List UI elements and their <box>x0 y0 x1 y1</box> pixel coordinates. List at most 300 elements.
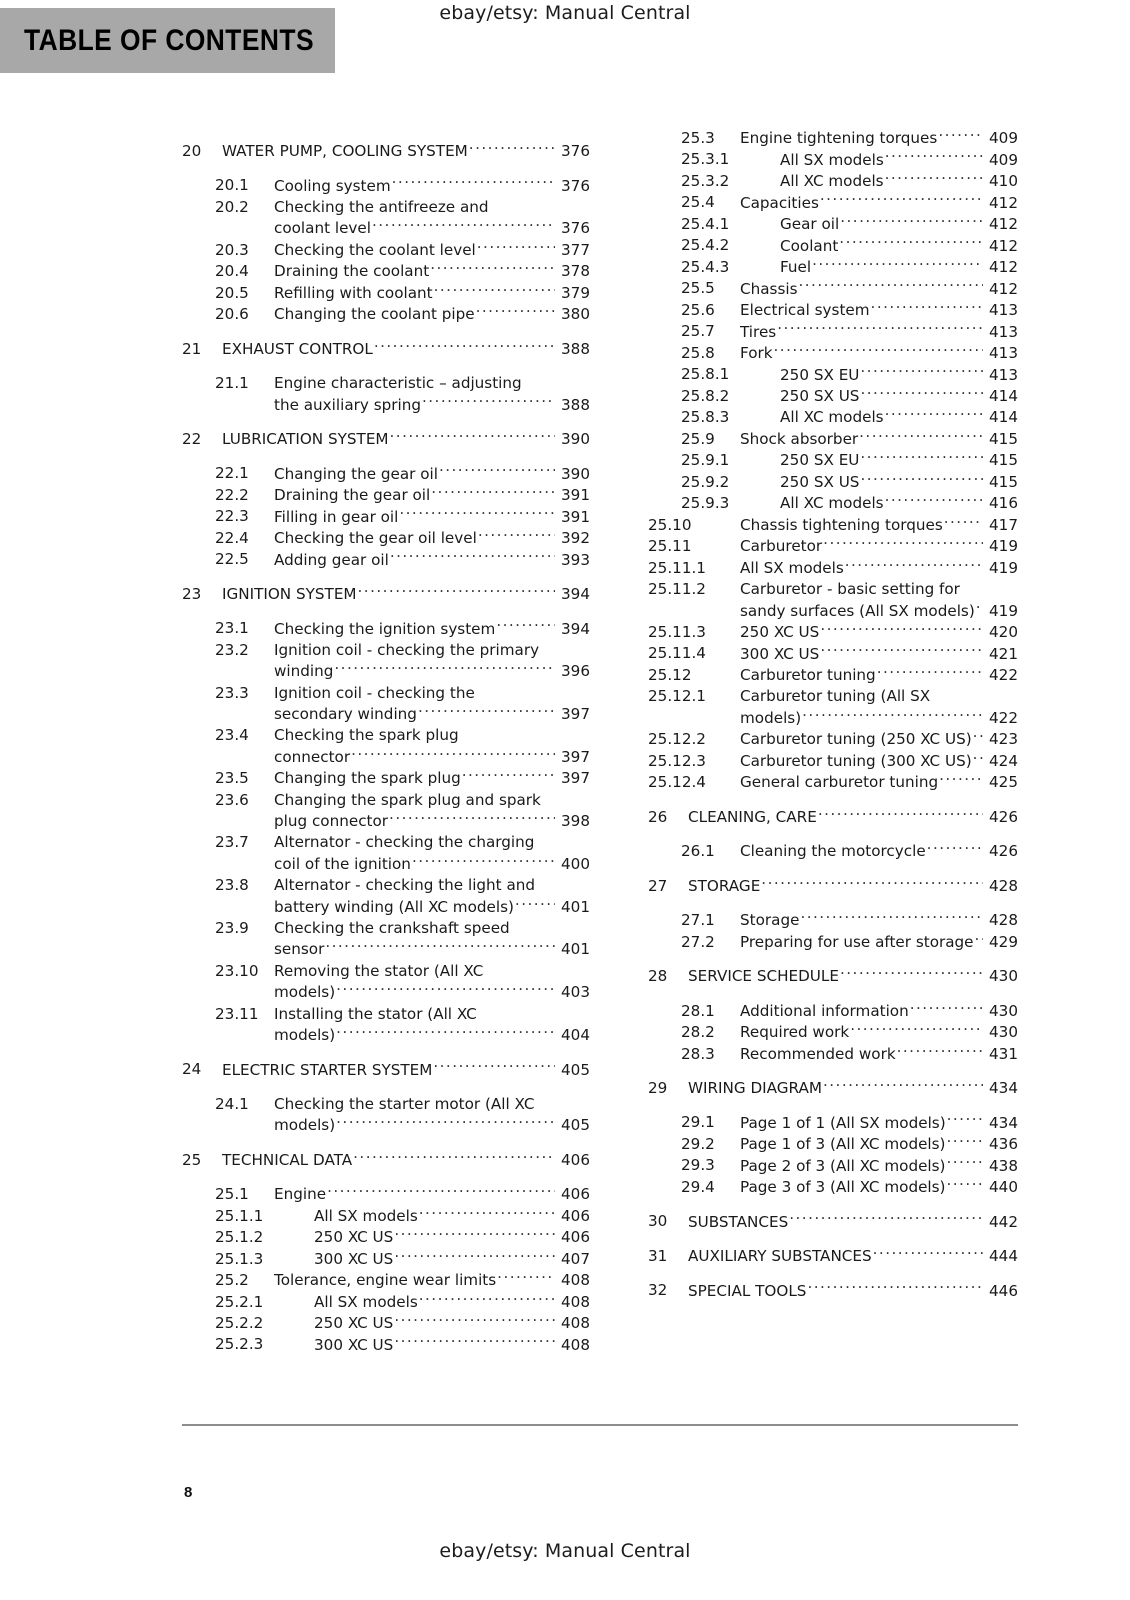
toc-entry[interactable] <box>182 1292 590 1313</box>
toc-entry-page: 408 <box>561 1335 590 1354</box>
toc-entry[interactable] <box>648 910 1018 931</box>
toc-entry-page: 409 <box>989 150 1018 169</box>
toc-entry-page: 426 <box>989 807 1018 826</box>
toc-entry-number: 25.3.1 <box>681 150 730 169</box>
toc-entry-number: 25.9.3 <box>681 494 730 513</box>
toc-entry-label: SUBSTANCES <box>688 1212 789 1231</box>
toc-entry-label: 300 XC US <box>740 644 820 663</box>
toc-entry-label: Tires <box>740 322 777 341</box>
toc-entry[interactable] <box>648 429 1018 450</box>
dot-leader <box>496 618 555 633</box>
toc-entry-number: 22.5 <box>215 550 249 569</box>
toc-entry[interactable] <box>182 1184 590 1205</box>
toc-entry[interactable] <box>648 472 1018 493</box>
dot-leader <box>975 932 983 947</box>
toc-entry-number: 21.1 <box>215 374 249 393</box>
toc-entry[interactable] <box>648 192 1018 213</box>
dot-leader <box>477 240 555 255</box>
toc-entry[interactable] <box>648 1280 1018 1301</box>
toc-entry-number: 25.5 <box>681 279 715 298</box>
toc-entry[interactable] <box>648 841 1018 862</box>
toc-entry-label: CLEANING, CARE <box>688 807 817 826</box>
toc-entry-page: 423 <box>989 730 1018 749</box>
dot-leader <box>478 528 555 543</box>
toc-entry[interactable] <box>648 622 1018 643</box>
toc-entry-page: 376 <box>561 219 590 238</box>
dot-leader <box>422 394 555 409</box>
toc-entry-page: 376 <box>561 142 590 161</box>
toc-entry-label: Carburetor tuning (All SX <box>740 687 931 706</box>
toc-entry-number: 25.9 <box>681 429 715 448</box>
dot-leader <box>802 708 983 723</box>
toc-entry-label: All XC models <box>780 172 884 191</box>
toc-entry[interactable] <box>182 790 590 833</box>
toc-entry[interactable] <box>648 772 1018 793</box>
toc-entry[interactable] <box>648 1022 1018 1043</box>
toc-entry[interactable] <box>648 1078 1018 1099</box>
toc-entry-number: 25.12.2 <box>648 730 706 749</box>
toc-entry-number: 25.12.3 <box>648 751 706 770</box>
toc-entry-label: SERVICE SCHEDULE <box>688 967 839 986</box>
toc-entry[interactable] <box>182 618 590 639</box>
toc-entry-page: 407 <box>561 1249 590 1268</box>
toc-entry-label: Alternator - checking the charging <box>274 833 535 852</box>
toc-entry-label: Ignition coil - checking the <box>274 683 475 702</box>
footer-divider <box>182 1424 1018 1426</box>
toc-entry-number: 23.5 <box>215 769 249 788</box>
toc-entry-number: 22.2 <box>215 485 249 504</box>
dot-leader <box>353 1150 555 1165</box>
toc-entry-label: Changing the spark plug <box>274 769 461 788</box>
toc-entry-page: 401 <box>561 897 590 916</box>
toc-entry[interactable] <box>648 807 1018 828</box>
toc-entry-label: Checking the coolant level <box>274 240 476 259</box>
toc-entry-page: 412 <box>989 279 1018 298</box>
toc-entry-number: 25.1 <box>215 1185 249 1204</box>
toc-entry-label: TECHNICAL DATA <box>222 1150 353 1169</box>
dot-leader <box>873 1246 983 1261</box>
toc-entry-number: 25.7 <box>681 322 715 341</box>
toc-entry[interactable] <box>182 1150 590 1171</box>
toc-entry-label: WATER PUMP, COOLING SYSTEM <box>222 142 468 161</box>
toc-entry[interactable] <box>648 686 1018 729</box>
toc-entry-label: Additional information <box>740 1001 909 1020</box>
toc-entry-page: 413 <box>989 365 1018 384</box>
toc-entry-number: 25.12.4 <box>648 773 706 792</box>
toc-entry[interactable] <box>648 343 1018 364</box>
toc-entry[interactable] <box>648 386 1018 407</box>
toc-entry-label-line2: sensor <box>274 940 325 959</box>
toc-entry-label: Checking the antifreeze and <box>274 197 489 216</box>
toc-entry-page: 401 <box>561 940 590 959</box>
toc-entry-page: 390 <box>561 430 590 449</box>
toc-entry[interactable] <box>648 128 1018 149</box>
toc-entry[interactable] <box>182 549 590 570</box>
toc-entry-page: 414 <box>989 408 1018 427</box>
toc-entry-label: 250 SX EU <box>780 365 860 384</box>
toc-entry-number: 24 <box>182 1060 202 1079</box>
dot-leader <box>389 811 555 826</box>
toc-entry-label: Checking the spark plug <box>274 726 459 745</box>
toc-entry-label: Cleaning the motorcycle <box>740 842 926 861</box>
toc-entry[interactable] <box>182 1313 590 1334</box>
toc-entry[interactable] <box>648 1112 1018 1133</box>
dot-leader <box>944 515 983 530</box>
toc-entry[interactable] <box>648 643 1018 664</box>
toc-entry[interactable] <box>182 768 590 789</box>
toc-entry-number: 29.2 <box>681 1134 715 1153</box>
toc-entry-page: 396 <box>561 662 590 681</box>
toc-entry-number: 29.1 <box>681 1113 715 1132</box>
toc-entry[interactable] <box>182 1094 590 1137</box>
toc-entry-label: Carburetor - basic setting for <box>740 580 960 599</box>
toc-entry[interactable] <box>182 141 590 162</box>
toc-entry[interactable] <box>182 283 590 304</box>
toc-entry-number: 22.4 <box>215 528 249 547</box>
dot-leader <box>399 506 555 521</box>
toc-entry-label-line2: sandy surfaces (All SX models) <box>740 601 975 620</box>
dot-leader <box>777 321 983 336</box>
toc-entry-page: 394 <box>561 619 590 638</box>
toc-entry-number: 27.2 <box>681 932 715 951</box>
toc-entry[interactable] <box>648 751 1018 772</box>
dot-leader <box>336 1115 555 1130</box>
toc-entry-number: 20 <box>182 142 202 160</box>
toc-entry-page: 398 <box>561 812 590 831</box>
toc-entry[interactable] <box>182 1334 590 1355</box>
toc-entry-page: 430 <box>989 967 1018 986</box>
dot-leader <box>877 665 983 680</box>
toc-entry-label: Tolerance, engine wear limits <box>274 1271 497 1290</box>
toc-entry-number: 23.2 <box>215 640 249 659</box>
toc-entry-page: 403 <box>561 983 590 1002</box>
toc-entry-number: 25.3.2 <box>681 171 730 190</box>
toc-entry[interactable] <box>648 364 1018 385</box>
toc-entry-page: 406 <box>561 1185 590 1204</box>
toc-entry-label: LUBRICATION SYSTEM <box>222 430 389 449</box>
toc-entry-label: Draining the coolant <box>274 262 430 281</box>
toc-entry[interactable] <box>182 1270 590 1291</box>
toc-entry[interactable] <box>648 966 1018 987</box>
dot-leader <box>325 939 555 954</box>
toc-entry-number: 20.5 <box>215 283 249 302</box>
toc-entry[interactable] <box>182 683 590 726</box>
toc-entry[interactable] <box>182 961 590 1004</box>
toc-entry-page: 429 <box>989 932 1018 951</box>
toc-entry[interactable] <box>648 1177 1018 1198</box>
toc-entry-label: Page 2 of 3 (All XC models) <box>740 1156 946 1175</box>
dot-leader <box>394 1334 555 1349</box>
toc-entry-page: 424 <box>989 751 1018 770</box>
toc-entry-number: 25.11.3 <box>648 622 706 641</box>
toc-entry-label: Changing the gear oil <box>274 464 438 483</box>
dot-leader <box>845 558 983 573</box>
toc-entry-number: 20.1 <box>215 176 249 195</box>
toc-entry[interactable] <box>648 558 1018 579</box>
toc-entry-label: 250 XC US <box>314 1228 394 1247</box>
toc-entry-label: Capacities <box>740 193 819 212</box>
dot-leader <box>394 1249 555 1264</box>
toc-entry-label-line2: battery winding (All XC models) <box>274 897 514 916</box>
toc-entry[interactable] <box>182 429 590 450</box>
toc-entry-number: 23.9 <box>215 919 249 937</box>
dot-leader <box>860 450 983 465</box>
toc-entry[interactable] <box>182 918 590 961</box>
toc-entry-label: Alternator - checking the light and <box>274 876 536 895</box>
toc-entry-label: SPECIAL TOOLS <box>688 1281 807 1300</box>
toc-entry[interactable] <box>648 1044 1018 1065</box>
dot-leader <box>476 304 555 319</box>
toc-entry-number: 25.1.1 <box>215 1206 264 1225</box>
dot-leader <box>885 171 983 186</box>
toc-entry-label: Gear oil <box>780 215 840 234</box>
toc-entry[interactable] <box>182 1059 590 1080</box>
toc-entry-page: 428 <box>989 911 1018 930</box>
toc-entry-number: 20.2 <box>215 197 249 216</box>
toc-entry-label-line2: connector <box>274 747 351 766</box>
toc-entry[interactable] <box>182 1206 590 1227</box>
toc-entry-label: All XC models <box>780 494 884 513</box>
toc-entry[interactable] <box>182 373 590 416</box>
toc-entry-number: 23.3 <box>215 683 249 702</box>
toc-entry[interactable] <box>648 257 1018 278</box>
toc-entry-page: 446 <box>989 1281 1018 1300</box>
toc-entry-label: Checking the starter motor (All XC <box>274 1094 535 1113</box>
toc-entry-number: 23.4 <box>215 726 249 745</box>
dot-leader <box>860 472 983 487</box>
toc-entry[interactable] <box>648 321 1018 342</box>
toc-entry[interactable] <box>182 875 590 918</box>
toc-entry[interactable] <box>182 506 590 527</box>
toc-entry-number: 25.2.3 <box>215 1335 264 1354</box>
toc-entry-label: Fuel <box>780 258 812 277</box>
toc-entry-label: WIRING DIAGRAM <box>688 1079 822 1098</box>
toc-entry[interactable] <box>182 832 590 875</box>
dot-leader <box>497 1270 555 1285</box>
toc-entry[interactable] <box>648 665 1018 686</box>
toc-entry-label: Draining the gear oil <box>274 486 431 505</box>
watermark-top: ebay/etsy: Manual Central <box>439 2 691 24</box>
toc-entry-page: 393 <box>561 550 590 569</box>
toc-entry[interactable] <box>648 515 1018 536</box>
toc-entry-number: 25.2.2 <box>215 1314 264 1332</box>
toc-entry-label-line2: the auxiliary spring <box>274 395 421 414</box>
toc-entry-page: 415 <box>989 429 1018 448</box>
toc-entry-number: 25.4.1 <box>681 214 730 233</box>
toc-entry-label-line2: winding <box>274 662 334 681</box>
toc-entry-number: 25.3 <box>681 129 715 147</box>
toc-entry-number: 25.8.2 <box>681 386 730 405</box>
toc-entry-label: Carburetor tuning (300 XC US) <box>740 751 972 770</box>
dot-leader <box>374 339 555 354</box>
toc-entry[interactable] <box>648 729 1018 750</box>
toc-entry-page: 406 <box>561 1206 590 1225</box>
dot-leader <box>947 1112 983 1127</box>
toc-entry-page: 412 <box>989 236 1018 255</box>
toc-entry-page: 404 <box>561 1026 590 1045</box>
page-number: 8 <box>184 1484 193 1501</box>
toc-entry-page: 405 <box>561 1060 590 1079</box>
toc-entry[interactable] <box>182 640 590 683</box>
toc-entry-page: 388 <box>561 395 590 414</box>
toc-entry[interactable] <box>182 485 590 506</box>
toc-entry-label-line2: coil of the ignition <box>274 854 411 873</box>
toc-entry[interactable] <box>182 197 590 240</box>
toc-entry-number: 28.2 <box>681 1023 715 1042</box>
toc-entry-page: 414 <box>989 387 1018 405</box>
dot-leader <box>859 429 983 444</box>
toc-entry[interactable] <box>648 932 1018 953</box>
dot-leader <box>431 485 555 500</box>
toc-entry-page: 408 <box>561 1314 590 1333</box>
toc-entry-page: 409 <box>989 129 1018 148</box>
toc-entry-page: 412 <box>989 193 1018 212</box>
dot-leader <box>419 1292 555 1307</box>
toc-entry-number: 22 <box>182 429 202 448</box>
dot-leader <box>433 1059 555 1074</box>
toc-entry-number: 25.4 <box>681 193 715 212</box>
toc-entry-label: Page 3 of 3 (All XC models) <box>740 1178 946 1197</box>
toc-entry[interactable] <box>182 175 590 196</box>
toc-entry-number: 22.3 <box>215 507 249 526</box>
toc-entry-page: 413 <box>989 344 1018 363</box>
dot-leader <box>946 1177 983 1192</box>
dot-leader <box>774 343 983 358</box>
toc-entry-label: Storage <box>740 911 800 930</box>
toc-entry-label: Cooling system <box>274 176 391 195</box>
toc-entry-number: 25.8 <box>681 343 715 362</box>
toc-entry-label: 250 SX EU <box>780 451 860 470</box>
toc-entry-number: 25.4.3 <box>681 257 730 276</box>
toc-entry[interactable] <box>648 1246 1018 1267</box>
page-title: TABLE OF CONTENTS <box>24 23 315 57</box>
toc-entry-label: Carburetor <box>740 537 823 556</box>
toc-entry-label: Ignition coil - checking the primary <box>274 640 540 659</box>
toc-entry-page: 430 <box>989 1001 1018 1020</box>
dot-leader <box>334 661 555 676</box>
toc-entry-number: 29.4 <box>681 1177 715 1196</box>
toc-entry[interactable] <box>648 1211 1018 1232</box>
toc-entry[interactable] <box>182 528 590 549</box>
toc-entry-number: 20.3 <box>215 240 249 259</box>
toc-entry[interactable] <box>182 240 590 261</box>
toc-entry-label: Shock absorber <box>740 429 859 448</box>
toc-entry-label-line2: secondary winding <box>274 705 417 724</box>
toc-entry-label-line2: plug connector <box>274 812 389 831</box>
toc-entry-label: General carburetor tuning <box>740 773 939 792</box>
toc-entry[interactable] <box>648 579 1018 622</box>
toc-entry[interactable] <box>648 536 1018 557</box>
toc-entry[interactable] <box>648 450 1018 471</box>
dot-leader <box>938 128 983 143</box>
toc-entry[interactable] <box>648 493 1018 514</box>
toc-entry-number: 25.11.4 <box>648 644 706 663</box>
toc-entry-number: 20.6 <box>215 305 249 324</box>
dot-leader <box>871 300 983 315</box>
dot-leader <box>430 261 555 276</box>
toc-entry-number: 26.1 <box>681 842 715 861</box>
toc-entry[interactable] <box>182 1004 590 1047</box>
dot-leader <box>419 1206 555 1221</box>
toc-entry[interactable] <box>648 171 1018 192</box>
toc-entry[interactable] <box>648 235 1018 256</box>
dot-leader <box>799 278 984 293</box>
toc-entry-label-line2: models) <box>274 983 336 1002</box>
toc-entry-number: 23.8 <box>215 876 249 895</box>
toc-entry-page: 406 <box>561 1150 590 1169</box>
toc-entry[interactable] <box>648 1155 1018 1176</box>
toc-column-left <box>182 128 590 1356</box>
toc-entry[interactable] <box>648 876 1018 897</box>
toc-entry[interactable] <box>182 463 590 484</box>
toc-entry[interactable] <box>182 304 590 325</box>
dot-leader <box>351 747 555 762</box>
toc-entry[interactable] <box>182 725 590 768</box>
toc-entry-page: 416 <box>989 494 1018 513</box>
dot-leader <box>823 1078 983 1093</box>
toc-entry-page: 405 <box>561 1116 590 1135</box>
toc-entry-number: 23 <box>182 584 202 603</box>
toc-entry[interactable] <box>182 584 590 605</box>
toc-entry[interactable] <box>182 339 590 360</box>
toc-entry-page: 430 <box>989 1023 1018 1042</box>
toc-entry[interactable] <box>182 1227 590 1248</box>
toc-entry[interactable] <box>182 1249 590 1270</box>
toc-entry[interactable] <box>182 261 590 282</box>
toc-entry-label: Chassis tightening torques <box>740 515 943 534</box>
toc-entry[interactable] <box>648 407 1018 428</box>
toc-entry-number: 25.4.2 <box>681 236 730 255</box>
toc-entry[interactable] <box>648 278 1018 299</box>
toc-entry-page: 415 <box>989 451 1018 470</box>
toc-entry-number: 23.1 <box>215 619 249 638</box>
toc-entry-label: Engine characteristic – adjusting <box>274 374 522 393</box>
toc-entry-page: 417 <box>989 515 1018 534</box>
toc-entry-page: 436 <box>989 1135 1018 1154</box>
toc-entry[interactable] <box>648 149 1018 170</box>
toc-entry-number: 30 <box>648 1212 668 1231</box>
toc-entry-label: Checking the crankshaft speed <box>274 919 510 937</box>
toc-entry-label: Carburetor tuning <box>740 666 876 685</box>
toc-entry-page: 379 <box>561 283 590 302</box>
toc-entry[interactable] <box>648 300 1018 321</box>
dot-leader <box>860 386 983 401</box>
toc-entry-label: Carburetor tuning (250 XC US) <box>740 730 972 749</box>
dot-leader <box>823 536 983 551</box>
toc-entry-page: 428 <box>989 876 1018 895</box>
toc-entry-number: 23.7 <box>215 833 249 852</box>
toc-entry-label: Checking the gear oil level <box>274 529 477 548</box>
dot-leader <box>973 729 983 744</box>
dot-leader <box>469 141 555 156</box>
toc-entry-page: 406 <box>561 1228 590 1247</box>
toc-entry-label: Page 1 of 1 (All SX models) <box>740 1113 946 1132</box>
toc-entry-page: 408 <box>561 1292 590 1311</box>
toc-entry-label: Required work <box>740 1023 850 1042</box>
dot-leader <box>885 149 983 164</box>
dot-leader <box>327 1184 555 1199</box>
toc-entry-page: 412 <box>989 215 1018 234</box>
toc-entry-label: All XC models <box>780 408 884 427</box>
dot-leader <box>812 257 983 272</box>
dot-leader <box>392 175 555 190</box>
toc-entry[interactable] <box>648 214 1018 235</box>
toc-entry[interactable] <box>648 1134 1018 1155</box>
toc-entry[interactable] <box>648 1001 1018 1022</box>
toc-entry-label: Coolant <box>780 236 839 255</box>
toc-entry-label: Chassis <box>740 279 798 298</box>
toc-entry-page: 410 <box>989 172 1018 191</box>
